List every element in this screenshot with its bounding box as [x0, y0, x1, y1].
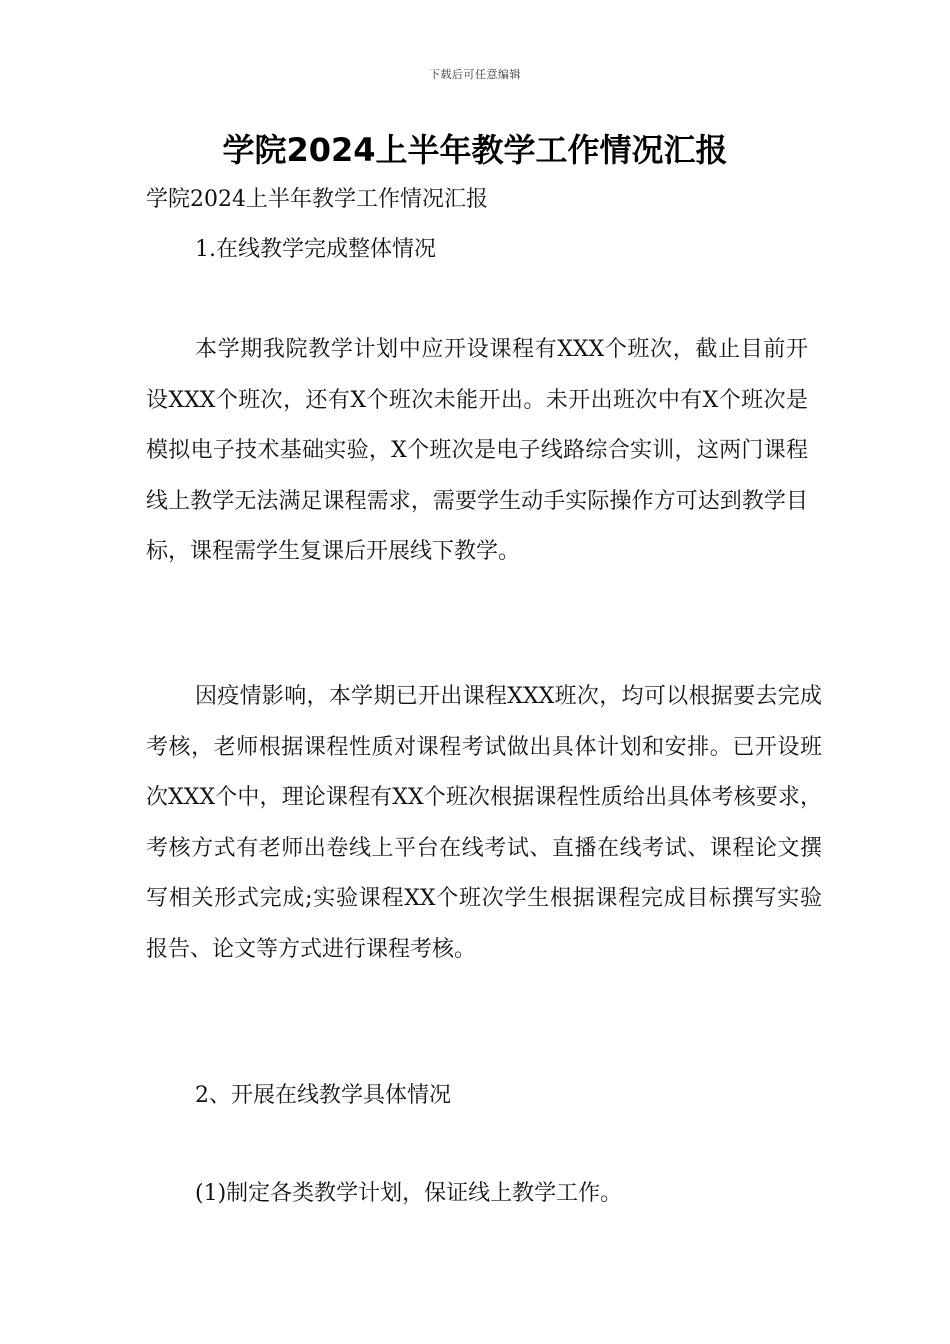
paragraph-1: 本学期我院教学计划中应开设课程有XXX个班次，截止目前开设XXX个班次，还有X个班次未能开出。未开出班次中有X个班次是模拟电子技术基础实验，X个班次是电子线路综合实训，这两门课程线上教学无法满足课程需求，需要学生动手实际操作方可达到教学目标，课程需学生复课后开展线下教学。: [146, 337, 808, 564]
document-title: 学院2024上半年教学工作情况汇报: [222, 131, 728, 169]
document-subtitle: 学院2024上半年教学工作情况汇报: [146, 187, 488, 212]
paragraph-2: 因疫情影响，本学期已开出课程XXX班次，均可以根据要去完成考核，老师根据课程性质对课程考试做出具体计划和安排。已开设班次XXX个中，理论课程有XX个班次根据课程性质给出具体考核要求，考核方式有老师出卷线上平台在线考试、直播在线考试、课程论文撰写相关形式完成;实验课程XX个班次学生根据课程完成目标撰写实验报告、论文等方式进行课程考核。: [146, 684, 822, 962]
header-note: 下载后可任意编辑: [429, 68, 521, 81]
section-2-heading: 2、开展在线教学具体情况: [195, 1083, 451, 1108]
section-1-heading: 1.在线教学完成整体情况: [195, 237, 436, 262]
subsection-1-heading: (1)制定各类教学计划，保证线上教学工作。: [195, 1181, 623, 1206]
